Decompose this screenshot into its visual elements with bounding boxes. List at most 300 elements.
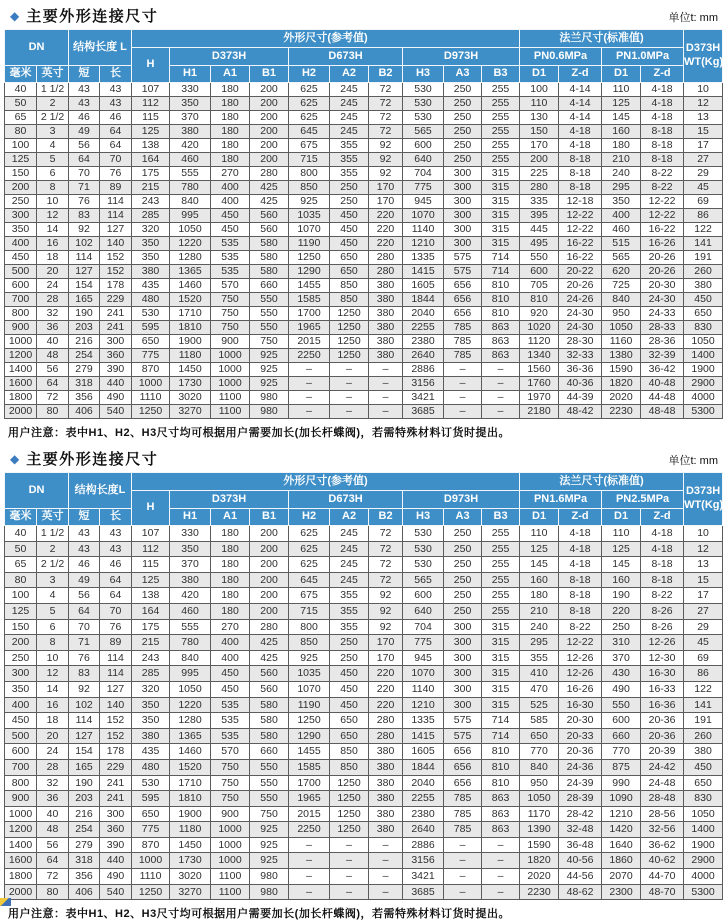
cell: 180 xyxy=(211,83,250,97)
cell: 130 xyxy=(520,111,559,125)
cell: 450 xyxy=(684,293,723,307)
cell: 191 xyxy=(684,713,723,729)
cell: 1000 xyxy=(5,806,37,822)
cell: 160 xyxy=(520,572,559,588)
cell: 1460 xyxy=(170,744,211,760)
cell: 279 xyxy=(69,363,100,377)
cell: 254 xyxy=(69,822,100,838)
cell: 515 xyxy=(602,237,641,251)
diamond-bullet-icon: ◆ xyxy=(10,8,20,23)
cell: 20-30 xyxy=(559,713,602,729)
cell: 1070 xyxy=(289,223,330,237)
cell: 850 xyxy=(289,635,330,651)
table-row xyxy=(5,153,723,167)
cell: 250 xyxy=(444,603,482,619)
cell: 580 xyxy=(250,728,289,744)
cell: 650 xyxy=(520,728,559,744)
cell: 315 xyxy=(482,167,520,181)
cell: 650 xyxy=(132,335,170,349)
cell: 255 xyxy=(482,83,520,97)
cell: 640 xyxy=(403,603,444,619)
cell: 1450 xyxy=(170,837,211,853)
cell: 1000 xyxy=(211,377,250,391)
cell: 560 xyxy=(250,223,289,237)
col-h1: H1 xyxy=(170,66,211,83)
cell: 450 xyxy=(5,251,37,265)
cell: – xyxy=(369,837,403,853)
cell: 13 xyxy=(684,557,723,573)
cell: 24-33 xyxy=(641,307,684,321)
cell: 72 xyxy=(369,526,403,542)
cell: – xyxy=(444,363,482,377)
cell: 1110 xyxy=(132,391,170,405)
cell: 490 xyxy=(100,869,132,885)
cell: 250 xyxy=(330,195,369,209)
cell: 3685 xyxy=(403,405,444,419)
cell: 65 xyxy=(5,557,37,573)
cell: 2020 xyxy=(602,391,641,405)
cell: 8-18 xyxy=(559,603,602,619)
cell: 16-33 xyxy=(641,681,684,697)
cell: 280 xyxy=(250,167,289,181)
cell: 2040 xyxy=(403,775,444,791)
cell: 260 xyxy=(684,265,723,279)
col-pn25: PN2.5MPa xyxy=(602,491,684,509)
cell: 750 xyxy=(211,307,250,321)
cell: 145 xyxy=(520,557,559,573)
cell: 243 xyxy=(132,650,170,666)
cell: 46 xyxy=(69,557,100,573)
cell: 750 xyxy=(250,806,289,822)
cell: 28-36 xyxy=(641,335,684,349)
cell: 1585 xyxy=(289,759,330,775)
cell: 32 xyxy=(37,775,69,791)
cell: 40-48 xyxy=(641,377,684,391)
cell: 20-30 xyxy=(641,279,684,293)
cell: 15 xyxy=(684,125,723,139)
cell: 1700 xyxy=(289,775,330,791)
cell: 16-22 xyxy=(559,237,602,251)
cell: 1020 xyxy=(520,321,559,335)
cell: 500 xyxy=(5,728,37,744)
cell: 2 xyxy=(37,97,69,111)
cell: – xyxy=(330,884,369,900)
cell: 28-42 xyxy=(559,806,602,822)
cell: 4-18 xyxy=(559,557,602,573)
cell: 1140 xyxy=(403,681,444,697)
cell: 550 xyxy=(250,293,289,307)
col-model-d673h: D673H xyxy=(289,491,403,509)
table-row xyxy=(5,775,723,791)
cell: 1250 xyxy=(330,806,369,822)
cell: 525 xyxy=(520,697,559,713)
cell: 170 xyxy=(369,181,403,195)
cell: 280 xyxy=(369,265,403,279)
cell: 530 xyxy=(132,307,170,321)
cell: 350 xyxy=(132,237,170,251)
cell: 1210 xyxy=(403,697,444,713)
cell: 1140 xyxy=(403,223,444,237)
cell: 8-18 xyxy=(559,588,602,604)
cell: 925 xyxy=(289,195,330,209)
cell: 580 xyxy=(250,237,289,251)
cell: 750 xyxy=(211,759,250,775)
cell: 8-22 xyxy=(641,181,684,195)
cell: 16-30 xyxy=(641,666,684,682)
table-row xyxy=(5,650,723,666)
cell: 863 xyxy=(482,822,520,838)
cell: – xyxy=(444,884,482,900)
cell: 1590 xyxy=(520,837,559,853)
cell: 180 xyxy=(211,526,250,542)
cell: 190 xyxy=(69,307,100,321)
cell: – xyxy=(369,391,403,405)
cell: 1820 xyxy=(602,377,641,391)
cell: 980 xyxy=(250,391,289,405)
cell: 460 xyxy=(602,223,641,237)
table-row xyxy=(5,572,723,588)
cell: 1200 xyxy=(5,349,37,363)
cell: 112 xyxy=(132,541,170,557)
cell: 160 xyxy=(602,572,641,588)
cell: – xyxy=(289,884,330,900)
cell: 650 xyxy=(684,307,723,321)
cell: 900 xyxy=(5,791,37,807)
cell: 1800 xyxy=(5,869,37,885)
cell: 210 xyxy=(520,603,559,619)
cell: 220 xyxy=(369,681,403,697)
cell: 200 xyxy=(250,97,289,111)
cell: 420 xyxy=(170,588,211,604)
cell: 380 xyxy=(170,572,211,588)
cell: 380 xyxy=(132,265,170,279)
cell: 425 xyxy=(250,635,289,651)
col-zd-pn16: Z-d xyxy=(559,509,602,526)
cell: 450 xyxy=(211,209,250,223)
cell: 5300 xyxy=(684,884,723,900)
cell: 40-62 xyxy=(641,853,684,869)
cell: 3156 xyxy=(403,377,444,391)
cell: 300 xyxy=(444,209,482,223)
cell: 450 xyxy=(211,681,250,697)
cell: 4-18 xyxy=(559,139,602,153)
cell: 190 xyxy=(602,588,641,604)
cell: 400 xyxy=(211,195,250,209)
cell: 86 xyxy=(684,209,723,223)
cell: 315 xyxy=(482,195,520,209)
cell: 300 xyxy=(100,806,132,822)
cell: 110 xyxy=(602,526,641,542)
cell: 20 xyxy=(37,265,69,279)
cell: 530 xyxy=(403,541,444,557)
cell: 1415 xyxy=(403,265,444,279)
cell: 5 xyxy=(37,603,69,619)
cell: 650 xyxy=(330,265,369,279)
cell: 600 xyxy=(403,588,444,604)
cell: 450 xyxy=(5,713,37,729)
table-row xyxy=(5,603,723,619)
cell: 12-22 xyxy=(559,209,602,223)
cell: 72 xyxy=(37,391,69,405)
cell: 315 xyxy=(482,237,520,251)
cell: 450 xyxy=(330,209,369,223)
cell: 255 xyxy=(482,541,520,557)
cell: 1585 xyxy=(289,293,330,307)
cell: 127 xyxy=(100,223,132,237)
cell: 350 xyxy=(5,223,37,237)
cell: 1220 xyxy=(170,237,211,251)
cell: 300 xyxy=(444,619,482,635)
cell: 4-18 xyxy=(641,83,684,97)
cell: 8-26 xyxy=(641,603,684,619)
cell: 1844 xyxy=(403,759,444,775)
cell: 1120 xyxy=(520,335,559,349)
cell: 660 xyxy=(602,728,641,744)
cell: 17 xyxy=(684,139,723,153)
col-pn10: PN1.0MPa xyxy=(602,48,684,66)
cell: 320 xyxy=(132,223,170,237)
cell: 8-18 xyxy=(641,572,684,588)
cell: 243 xyxy=(132,195,170,209)
cell: 114 xyxy=(100,209,132,223)
col-a3: A3 xyxy=(444,509,482,526)
cell: 145 xyxy=(602,111,641,125)
cell: 1290 xyxy=(289,728,330,744)
cell: 40 xyxy=(37,335,69,349)
cell: 1970 xyxy=(520,391,559,405)
cell: 810 xyxy=(482,759,520,775)
cell: 16-26 xyxy=(559,681,602,697)
cell: 980 xyxy=(250,405,289,419)
cell: 1180 xyxy=(170,349,211,363)
cell: – xyxy=(369,363,403,377)
cell: 64 xyxy=(69,153,100,167)
cell: 64 xyxy=(100,139,132,153)
cell: 8-22 xyxy=(559,619,602,635)
cell: 810 xyxy=(482,775,520,791)
unit-label: 单位t: mm xyxy=(668,455,718,467)
cell: 1810 xyxy=(170,321,211,335)
table-row xyxy=(5,279,723,293)
cell: 24-42 xyxy=(641,759,684,775)
cell: 810 xyxy=(482,307,520,321)
cell: – xyxy=(289,869,330,885)
cell: 315 xyxy=(482,223,520,237)
cell: 240 xyxy=(520,619,559,635)
cell: 92 xyxy=(369,619,403,635)
cell: 6 xyxy=(37,167,69,181)
cell: 125 xyxy=(132,572,170,588)
cell: 4-14 xyxy=(559,83,602,97)
cell: 125 xyxy=(520,541,559,557)
cell: 850 xyxy=(330,759,369,775)
cell: 36 xyxy=(37,791,69,807)
cell: 1600 xyxy=(5,853,37,869)
cell: 380 xyxy=(369,744,403,760)
table-row xyxy=(5,666,723,682)
group-outline-dims: 外形尺寸(参考值) xyxy=(132,473,520,491)
cell: 380 xyxy=(369,806,403,822)
cell: 480 xyxy=(132,759,170,775)
table-row xyxy=(5,681,723,697)
table-row xyxy=(5,111,723,125)
cell: 16-30 xyxy=(559,697,602,713)
cell: – xyxy=(369,405,403,419)
cell: 1400 xyxy=(684,822,723,838)
cell: 1170 xyxy=(520,806,559,822)
cell: 56 xyxy=(69,588,100,604)
cell: 390 xyxy=(100,837,132,853)
cell: 80 xyxy=(5,125,37,139)
cell: 76 xyxy=(100,167,132,181)
cell: 2886 xyxy=(403,837,444,853)
cell: 6 xyxy=(37,619,69,635)
cell: 1820 xyxy=(520,853,559,869)
cell: 64 xyxy=(69,603,100,619)
cell: 925 xyxy=(250,853,289,869)
cell: 125 xyxy=(5,153,37,167)
cell: 64 xyxy=(37,853,69,869)
cell: 180 xyxy=(211,111,250,125)
cell: 1965 xyxy=(289,321,330,335)
cell: 180 xyxy=(520,588,559,604)
cell: 13 xyxy=(684,111,723,125)
cell: 140 xyxy=(100,237,132,251)
cell: 76 xyxy=(69,195,100,209)
cell: 925 xyxy=(289,650,330,666)
cell: 70 xyxy=(100,603,132,619)
cell: 138 xyxy=(132,588,170,604)
cell: 8 xyxy=(37,181,69,195)
cell: 380 xyxy=(369,321,403,335)
cell: 535 xyxy=(211,265,250,279)
cell: 28-48 xyxy=(641,791,684,807)
cell: 863 xyxy=(482,806,520,822)
cell: 12-22 xyxy=(559,223,602,237)
cell: 255 xyxy=(482,526,520,542)
cell: 245 xyxy=(330,83,369,97)
table-row xyxy=(5,363,723,377)
cell: 1035 xyxy=(289,209,330,223)
cell: 24 xyxy=(37,744,69,760)
cell: 530 xyxy=(403,97,444,111)
cell: 2250 xyxy=(289,349,330,363)
col-pn06: PN0.6MPa xyxy=(520,48,602,66)
cell: 3270 xyxy=(170,405,211,419)
section-title: 主要外形连接尺寸 xyxy=(26,8,159,25)
cell: 36-62 xyxy=(641,837,684,853)
cell: 435 xyxy=(132,279,170,293)
cell: 203 xyxy=(69,321,100,335)
cell: 550 xyxy=(520,251,559,265)
col-model-d373h: D373H xyxy=(170,491,289,509)
cell: 565 xyxy=(403,125,444,139)
cell: 725 xyxy=(602,279,641,293)
cell: 355 xyxy=(330,139,369,153)
cell: 200 xyxy=(250,125,289,139)
cell: 660 xyxy=(250,744,289,760)
cell: 770 xyxy=(520,744,559,760)
cell: 20-22 xyxy=(559,265,602,279)
cell: 810 xyxy=(520,293,559,307)
cell: 785 xyxy=(444,349,482,363)
cell: 380 xyxy=(369,307,403,321)
cell: 10 xyxy=(684,526,723,542)
cell: 300 xyxy=(444,223,482,237)
cell: 8-18 xyxy=(641,125,684,139)
cell: 154 xyxy=(69,279,100,293)
cell: 800 xyxy=(289,619,330,635)
cell: 535 xyxy=(211,251,250,265)
cell: 83 xyxy=(69,666,100,682)
cell: 600 xyxy=(5,744,37,760)
cell: 180 xyxy=(211,153,250,167)
section-title: 主要外形连接尺寸 xyxy=(26,451,159,468)
cell: 255 xyxy=(482,603,520,619)
cell: 10 xyxy=(37,650,69,666)
cell: 1730 xyxy=(170,853,211,869)
cell: 830 xyxy=(684,791,723,807)
cell: 580 xyxy=(250,697,289,713)
col-b3: B3 xyxy=(482,509,520,526)
cell: 36-48 xyxy=(559,837,602,853)
cell: – xyxy=(369,884,403,900)
cell: 1190 xyxy=(289,237,330,251)
cell: 380 xyxy=(369,791,403,807)
cell: 250 xyxy=(444,526,482,542)
cell: 450 xyxy=(330,697,369,713)
cell: 10 xyxy=(684,83,723,97)
cell: – xyxy=(482,869,520,885)
cell: – xyxy=(444,869,482,885)
cell: – xyxy=(289,377,330,391)
cell: 1900 xyxy=(170,335,211,349)
cell: 2255 xyxy=(403,321,444,335)
cell: – xyxy=(444,853,482,869)
cell: 4-18 xyxy=(641,111,684,125)
cell: 920 xyxy=(520,307,559,321)
cell: 255 xyxy=(482,125,520,139)
cell: 72 xyxy=(369,111,403,125)
cell: 1700 xyxy=(289,307,330,321)
cell: 800 xyxy=(289,167,330,181)
cell: 1050 xyxy=(520,791,559,807)
cell: 64 xyxy=(37,377,69,391)
section-pn16-pn25 xyxy=(0,443,724,924)
cell: 16-22 xyxy=(559,251,602,265)
diamond-bullet-icon: ◆ xyxy=(10,451,20,466)
cell: 1180 xyxy=(170,822,211,838)
cell: 215 xyxy=(132,635,170,651)
cell: 127 xyxy=(69,265,100,279)
cell: 2000 xyxy=(5,884,37,900)
table-row xyxy=(5,307,723,321)
table-row xyxy=(5,223,723,237)
cell: 3020 xyxy=(170,391,211,405)
cell: 600 xyxy=(520,265,559,279)
col-d1-pn10: D1 xyxy=(602,66,641,83)
cell: 1400 xyxy=(5,363,37,377)
table-row xyxy=(5,588,723,604)
unit-label: 单位t: mm xyxy=(668,12,718,24)
cell: 925 xyxy=(250,377,289,391)
cell: 122 xyxy=(684,681,723,697)
cell: 2040 xyxy=(403,307,444,321)
cell: 460 xyxy=(170,153,211,167)
cell: 1800 xyxy=(5,391,37,405)
cell: 125 xyxy=(132,125,170,139)
cell: 870 xyxy=(132,837,170,853)
